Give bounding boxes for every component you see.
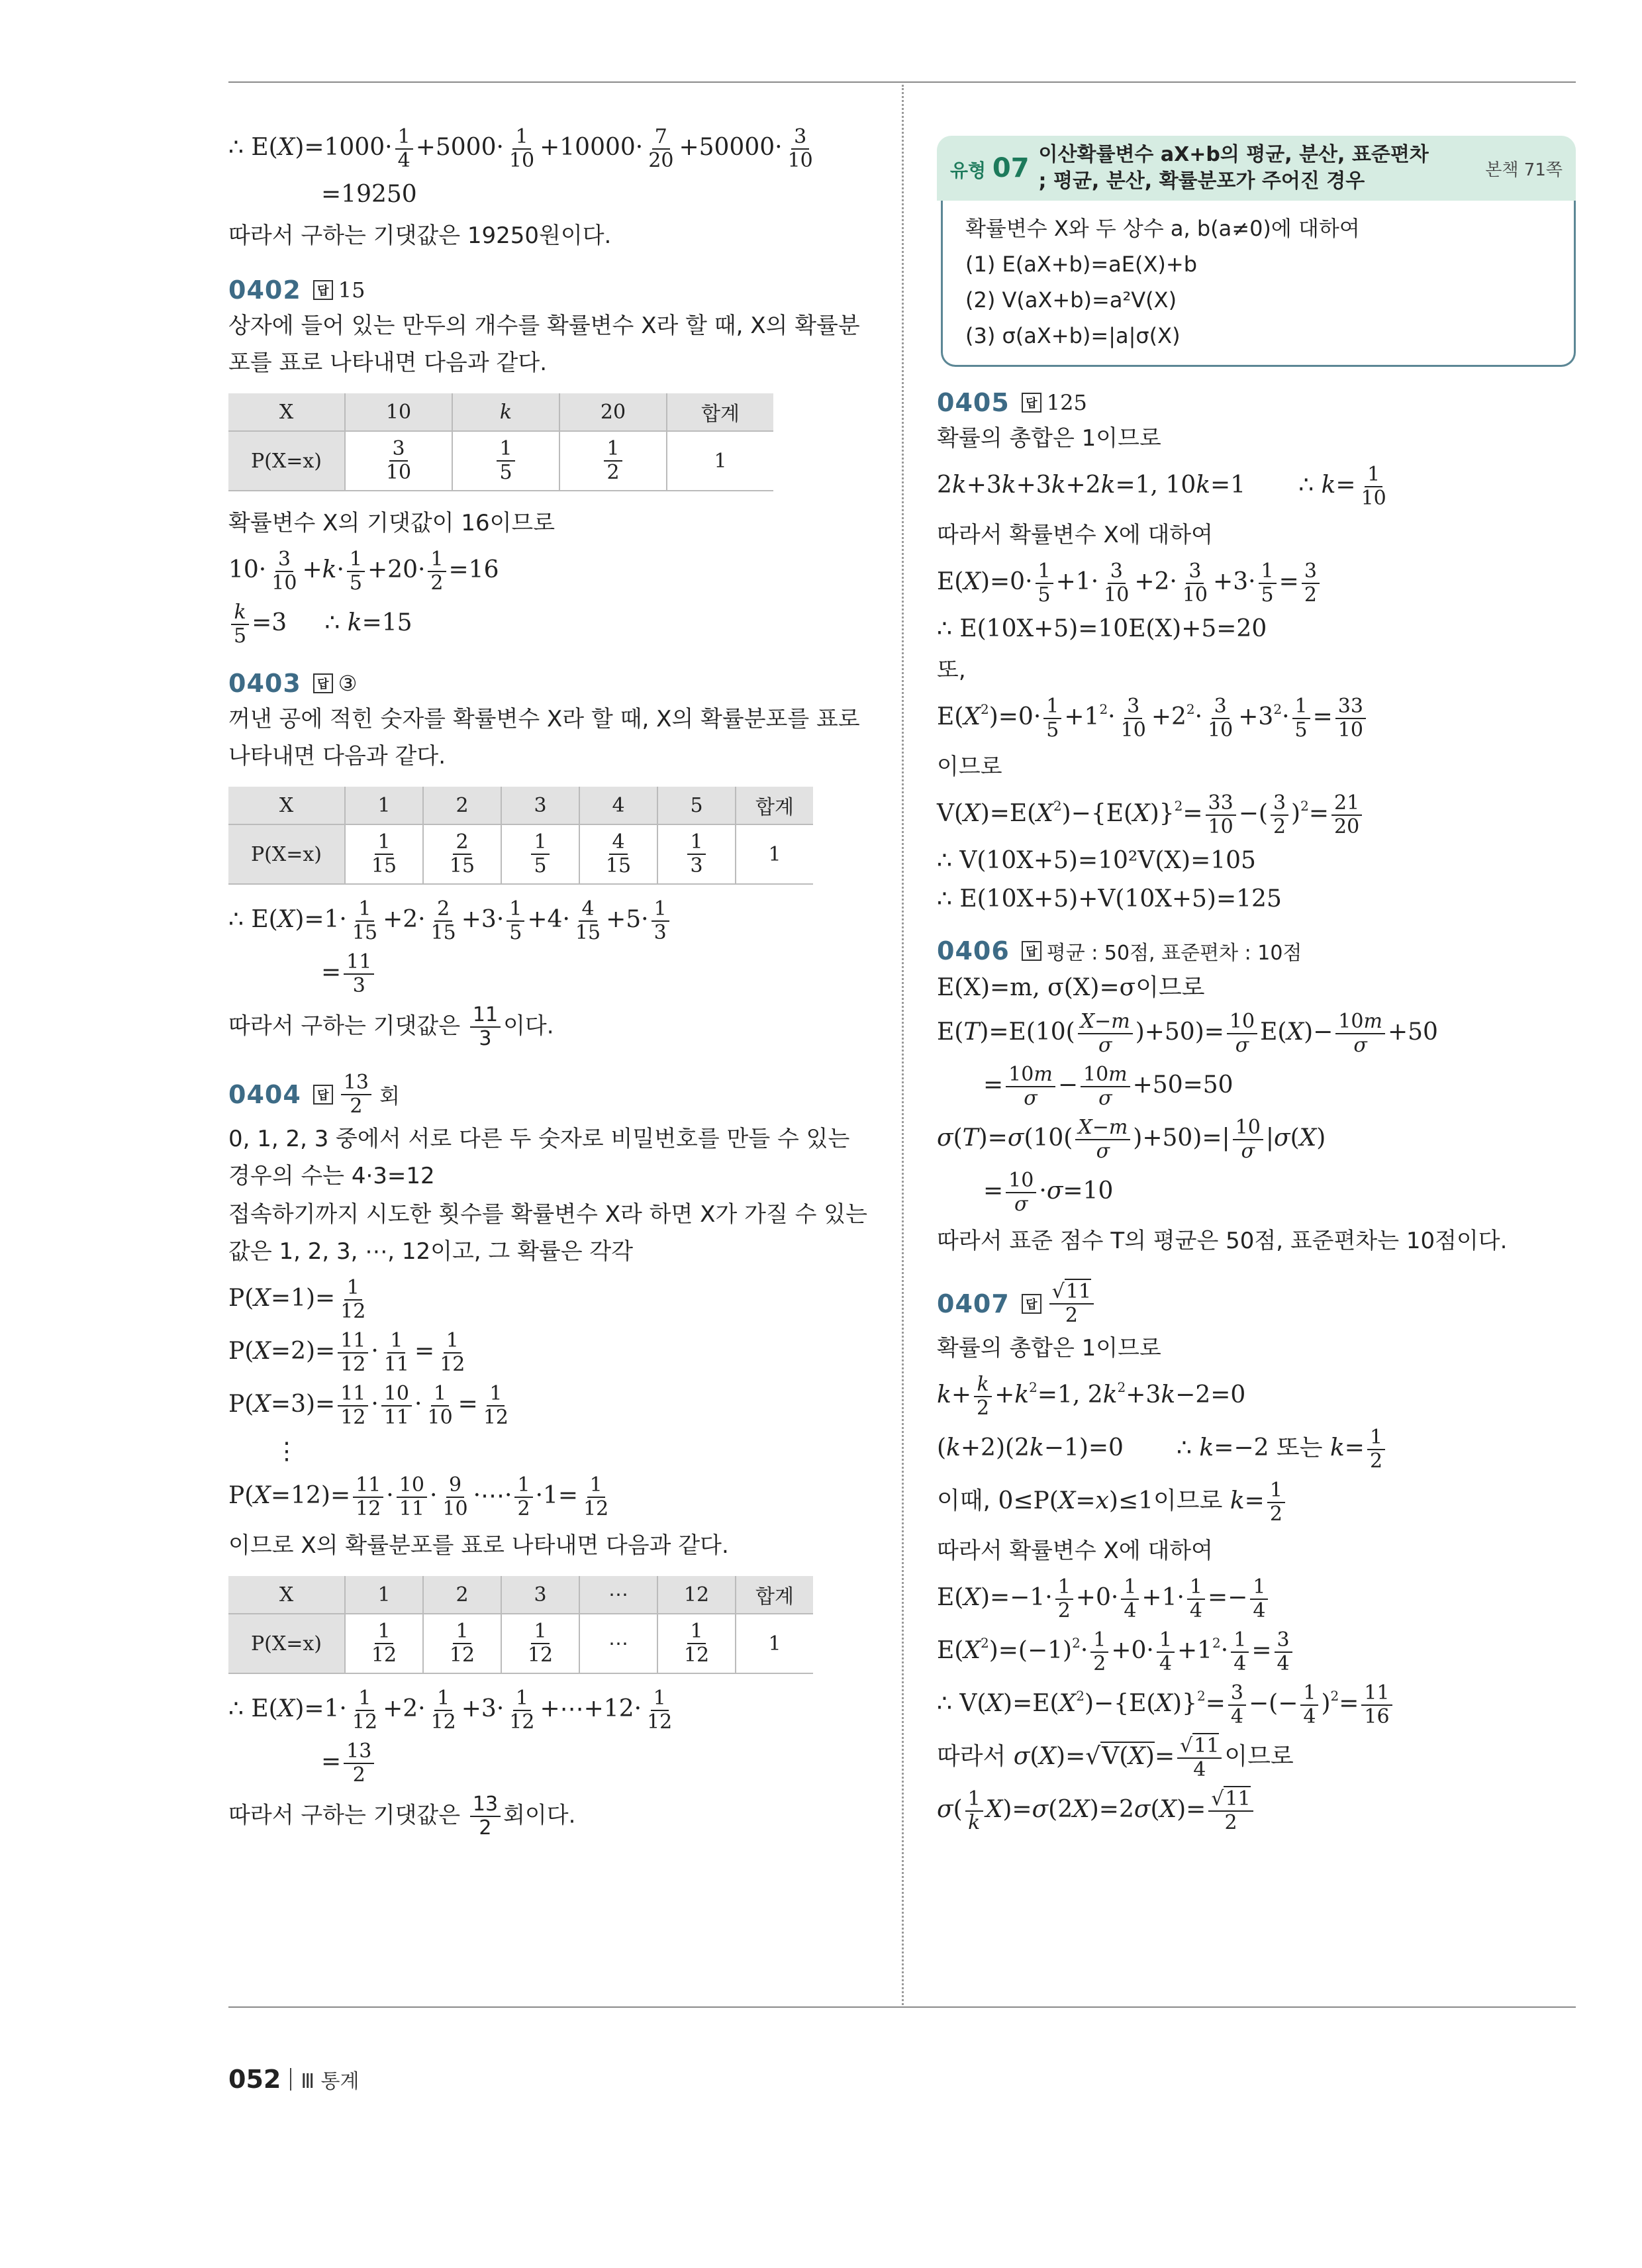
p0406-eq4: σ(T)=σ(10( $\frac{X-m}{\sigma}$ )+50)=| $\frac{10}{\sigma}$ |σ(X) — [937, 1116, 1326, 1163]
page-footer — [228, 2065, 360, 2094]
p0405-text2: 따라서 확률변수 X에 대하여 — [937, 522, 1213, 548]
p0405-eq4: $E(X^2)=0\cdot$ $\frac{1}{5}$ $+1^2\cdot$ $\frac{3}{10}$ $+2^2\cdot$ $\frac{3}{10}$ $+3^2\cdot$ $\frac{1}{5}$ = $\frac{33}{10}$ — [937, 695, 1576, 742]
table-cell: $\frac{1}{5}$ — [501, 824, 579, 884]
problem-number: 0404 — [228, 1080, 301, 1109]
answer: 답 평균 : 50점, 표준편차 : 10점 — [1022, 936, 1302, 965]
top-rule — [228, 81, 1576, 83]
p0405-text1: 확률의 총합은 1이므로 — [937, 425, 1161, 452]
p0407-text1: 확률의 총합은 1이므로 — [937, 1335, 1161, 1361]
page-reference: 본책 71쪽 — [1485, 160, 1563, 180]
table-header-cell: 합계 — [736, 1576, 813, 1614]
table-cell: $\frac{1}{15}$ — [345, 824, 423, 884]
p0402-eq1: 10· $\frac{3}{10}$ +k· $\frac{1}{5}$ +20· $\frac{1}{2}$ =16 — [228, 548, 499, 595]
p0407-eq4: E(X)=−1· $\frac{1}{2}$ +0· $\frac{1}{4}$ +1· $\frac{1}{4}$ =− $\frac{1}{4}$ — [937, 1576, 1576, 1622]
bottom-rule — [228, 2006, 1576, 2008]
type07-banner — [937, 136, 1576, 201]
p0401-eq2: =19250 — [321, 181, 417, 208]
problem-number: 0406 — [937, 936, 1010, 965]
type07-item1: (1) E(aX+b)=aE(X)+b — [965, 252, 1197, 277]
p0402-distribution-table — [228, 393, 773, 491]
p0404-eq3: P(X=3)= $\frac{11}{12}$ · $\frac{10}{11}$ · $\frac{1}{10}$ = $\frac{1}{12}$ — [228, 1382, 509, 1429]
p0407-eq6: ∴ $V(X)=E(X^2)-\{E(X)\}^2=$ $\frac{3}{4}$ −(− $\frac{1}{4}$ )$^2$= $\frac{11}{16}$ — [937, 1682, 1576, 1728]
p0404-eq2: P(X=2)= $\frac{11}{12}$ · $\frac{1}{11}$ = $\frac{1}{12}$ — [228, 1329, 465, 1376]
table-cell: $\frac{1}{3}$ — [657, 824, 736, 884]
section-name: Ⅲ 통계 — [301, 2070, 360, 2093]
p0404-eq6: = $\frac{13}{2}$ — [228, 1740, 877, 1787]
p0407-eq8: σ( $\frac{1}{k}$ X)=σ(2X)=2σ(X)= $\frac{√11}{2}$ — [937, 1788, 1576, 1834]
p0403-distribution-table — [228, 787, 813, 885]
p0401-eq1: ∴ E(X)=1000· $\frac{1}{4}$ +5000· $\frac{1}{10}$ +10000· $\frac{7}{20}$ +50000· $\frac{3}{10}$ — [228, 125, 813, 172]
p0405-eq6: ∴ V(10X+5)=10²V(X)=105 — [937, 847, 1256, 874]
answer-icon: 답 — [1022, 1294, 1041, 1314]
table-cell: $\frac{4}{15}$ — [579, 824, 657, 884]
answer: 답 ③ — [313, 671, 358, 696]
footer-separator — [290, 2068, 291, 2091]
table-cell: $\frac{1}{12}$ — [345, 1614, 423, 1673]
p0405-text3: 또, — [937, 657, 966, 683]
p0404-text1: 0, 1, 2, 3 중에서 서로 다른 두 숫자로 비밀번호를 만들 수 있는 경우의 수는 4·3=12 — [228, 1126, 850, 1189]
answer-icon: 답 — [313, 280, 333, 300]
answer: 답 125 — [1022, 390, 1087, 415]
type07-item2: (2) V(aX+b)=a²V(X) — [965, 287, 1177, 313]
table-cell: 1 — [736, 1614, 813, 1673]
p0406-eq1: E(X)=m, σ(X)=σ이므로 — [937, 974, 1205, 1001]
table-header-cell: 10 — [345, 393, 452, 431]
p0407-eq5: $E(X^2)=(-1)^2\cdot$ $\frac{1}{2}$ +0· $\frac{1}{4}$ $+1^2\cdot$ $\frac{1}{4}$ = $\frac{3}{4}$ — [937, 1629, 1576, 1675]
p0403-eq1: ∴ E(X)=1· $\frac{1}{15}$ +2· $\frac{2}{15}$ +3· $\frac{1}{5}$ +4· $\frac{4}{15}$ +5· $\frac{1}{3}$ — [228, 898, 877, 944]
table-header-cell: 1 — [345, 787, 423, 824]
answer-icon: 답 — [1022, 393, 1041, 413]
type-label: 유형 07 — [950, 153, 1030, 183]
p0402-header — [228, 275, 877, 305]
p0402-text1: 확률변수 X의 기댓값이 16이므로 — [228, 510, 555, 536]
p0407-eq1: k+ $\frac{k}{2}$ $+k^2=1$, $2k^2+3k-2=0$ — [937, 1373, 1246, 1420]
p0403-conclusion: 따라서 구하는 기댓값은 $\frac{11}{3}$ 이다. — [228, 1003, 554, 1050]
problem-number: 0407 — [937, 1289, 1010, 1318]
table-header-cell: 합계 — [736, 787, 813, 824]
p0407-text2: 따라서 확률변수 X에 대하여 — [937, 1538, 1213, 1564]
p0401-conclusion: 따라서 구하는 기댓값은 19250원이다. — [228, 222, 612, 249]
type-title: 이산확률변수 aX+b의 평균, 분산, 표준편차 ; 평균, 분산, 확률분포가 주어진 경우 — [1038, 143, 1429, 193]
type07-intro: 확률변수 X와 두 상수 a, b(a≠0)에 대하여 — [965, 216, 1360, 241]
page-number: 052 — [228, 2065, 281, 2094]
p0407-header — [937, 1281, 1576, 1327]
table-header-cell: 1 — [345, 1576, 423, 1614]
type07-item3: (3) σ(aX+b)=|a|σ(X) — [965, 323, 1181, 348]
p0404-text3: 이므로 X의 확률분포를 표로 나타내면 다음과 같다. — [228, 1532, 729, 1559]
p0404-eq4: P(X=12)= $\frac{11}{12}$ · $\frac{10}{11}$ · $\frac{9}{10}$ ·⋯· $\frac{1}{2}$ ·1= $\frac{1}{12}$ — [228, 1473, 609, 1520]
answer: 답 15 — [313, 277, 365, 303]
p0405-eq5: $V(X)=E(X^2)-\{E(X)\}^2=$ $\frac{33}{10}$ −( $\frac{3}{2}$ )$^2$= $\frac{21}{20}$ — [937, 792, 1576, 838]
table-header-cell: X — [228, 393, 345, 431]
answer: 답 13 2 회 — [313, 1071, 400, 1118]
table-row-label: P(X=x) — [228, 431, 345, 491]
column-divider — [902, 85, 904, 2005]
table-header-cell: X — [228, 1576, 345, 1614]
table-cell: 1 — [667, 431, 773, 491]
p0402-intro: 상자에 들어 있는 만두의 개수를 확률변수 X라 할 때, X의 확률분포를 표로 나타내면 다음과 같다. — [228, 313, 860, 376]
p0405-eq3: ∴ E(10X+5)=10E(X)+5=20 — [937, 615, 1267, 642]
table-cell: 1 — [736, 824, 813, 884]
table-cell: $\frac{1}{12}$ — [501, 1614, 579, 1673]
problem-number: 0405 — [937, 388, 1010, 417]
right-column — [937, 136, 1576, 1841]
table-cell: $\frac{1}{12}$ — [423, 1614, 501, 1673]
p0406-eq3: = $\frac{10m}{\sigma}$ − $\frac{10m}{\sigma}$ +50=50 — [983, 1063, 1233, 1110]
table-header-cell: 합계 — [667, 393, 773, 431]
p0404-dots: ⋮ — [275, 1438, 299, 1465]
table-header-cell: 12 — [657, 1576, 736, 1614]
p0404-eq5: ∴ E(X)=1· $\frac{1}{12}$ +2· $\frac{1}{12}$ +3· $\frac{1}{12}$ +⋯+12· $\frac{1}{12}$ — [228, 1687, 673, 1734]
table-header-cell: 4 — [579, 787, 657, 824]
answer-icon: 답 — [1022, 941, 1041, 961]
p0405-eq7: ∴ E(10X+5)+V(10X+5)=125 — [937, 885, 1282, 912]
table-header-cell: 5 — [657, 787, 736, 824]
table-cell: $\frac{1}{12}$ — [657, 1614, 736, 1673]
answer-icon: 답 — [313, 673, 333, 693]
table-cell: $\frac{2}{15}$ — [423, 824, 501, 884]
p0405-eq2: E(X)=0· $\frac{1}{5}$ +1· $\frac{3}{10}$ +2· $\frac{3}{10}$ +3· $\frac{1}{5}$ = $\frac{3}{2}$ — [937, 560, 1576, 607]
p0406-eq5: = $\frac{10}{\sigma}$ ·σ=10 — [983, 1169, 1114, 1216]
table-cell: $\frac{1}{2}$ — [559, 431, 667, 491]
table-header-cell: 3 — [501, 787, 579, 824]
answer-icon: 답 — [313, 1085, 333, 1105]
table-header-cell: 2 — [423, 787, 501, 824]
p0405-header — [937, 388, 1576, 417]
table-header-cell: 20 — [559, 393, 667, 431]
p0403-intro: 꺼낸 공에 적힌 숫자를 확률변수 X라 할 때, X의 확률분포를 표로 나타내면 다음과 같다. — [228, 706, 860, 769]
left-column — [228, 119, 877, 1841]
type07-body — [941, 201, 1576, 367]
p0406-conclusion: 따라서 표준 점수 T의 평균은 50점, 표준편차는 10점이다. — [937, 1228, 1508, 1254]
table-cell: $\frac{1}{5}$ — [452, 431, 559, 491]
p0406-eq2: E(T)=E(10( $\frac{X-m}{\sigma}$ )+50)= $\frac{10}{\sigma}$ E(X)− $\frac{10m}{\sigma}$ +50 — [937, 1010, 1438, 1057]
table-header-cell: ⋯ — [579, 1576, 657, 1614]
problem-number: 0402 — [228, 275, 301, 305]
p0406-header — [937, 936, 1576, 965]
table-header-cell: k — [452, 393, 559, 431]
p0404-conclusion: 따라서 구하는 기댓값은 $\frac{13}{2}$ 회이다. — [228, 1793, 576, 1840]
p0404-distribution-table — [228, 1576, 813, 1674]
p0401-solution-end — [228, 126, 877, 254]
table-cell: $\frac{3}{10}$ — [345, 431, 452, 491]
table-cell: ⋯ — [579, 1614, 657, 1673]
p0402-eq2: $\frac{k}{5}$ =3 ∴ k=15 — [228, 601, 877, 648]
p0403-header — [228, 669, 877, 698]
table-row-label: P(X=x) — [228, 824, 345, 884]
p0407-eq2: (k+2)(2k−1)=0 ∴ k=−2 또는 k= $\frac{1}{2}$ — [937, 1426, 1576, 1473]
p0404-text2: 접속하기까지 시도한 횟수를 확률변수 X라 하면 X가 가질 수 있는 값은 1, 2, 3, ⋯, 12이고, 그 확률은 각각 — [228, 1201, 867, 1265]
p0405-eq1: 2k+3k+3k+2k=1, 10k=1 ∴ k= $\frac{1}{10}$ — [937, 463, 1386, 510]
p0405-text4: 이므로 — [937, 754, 1002, 780]
table-header-cell: 3 — [501, 1576, 579, 1614]
p0404-eq1: P(X=1)= $\frac{1}{12}$ — [228, 1276, 366, 1323]
answer: 답 √11 2 — [1022, 1281, 1096, 1327]
p0404-header — [228, 1071, 877, 1118]
p0403-eq2: = $\frac{11}{3}$ — [228, 951, 877, 997]
p0407-eq7: 따라서 σ(X)=√V(X)= $\frac{√11}{4}$ 이므로 — [937, 1734, 1294, 1781]
table-row-label: P(X=x) — [228, 1614, 345, 1673]
table-header-cell: 2 — [423, 1576, 501, 1614]
type07-box — [937, 136, 1576, 367]
p0407-eq3: 이때, 0≤P(X=x)≤1이므로 k= $\frac{1}{2}$ — [937, 1479, 1576, 1526]
problem-number: 0403 — [228, 669, 301, 698]
table-header-cell: X — [228, 787, 345, 824]
